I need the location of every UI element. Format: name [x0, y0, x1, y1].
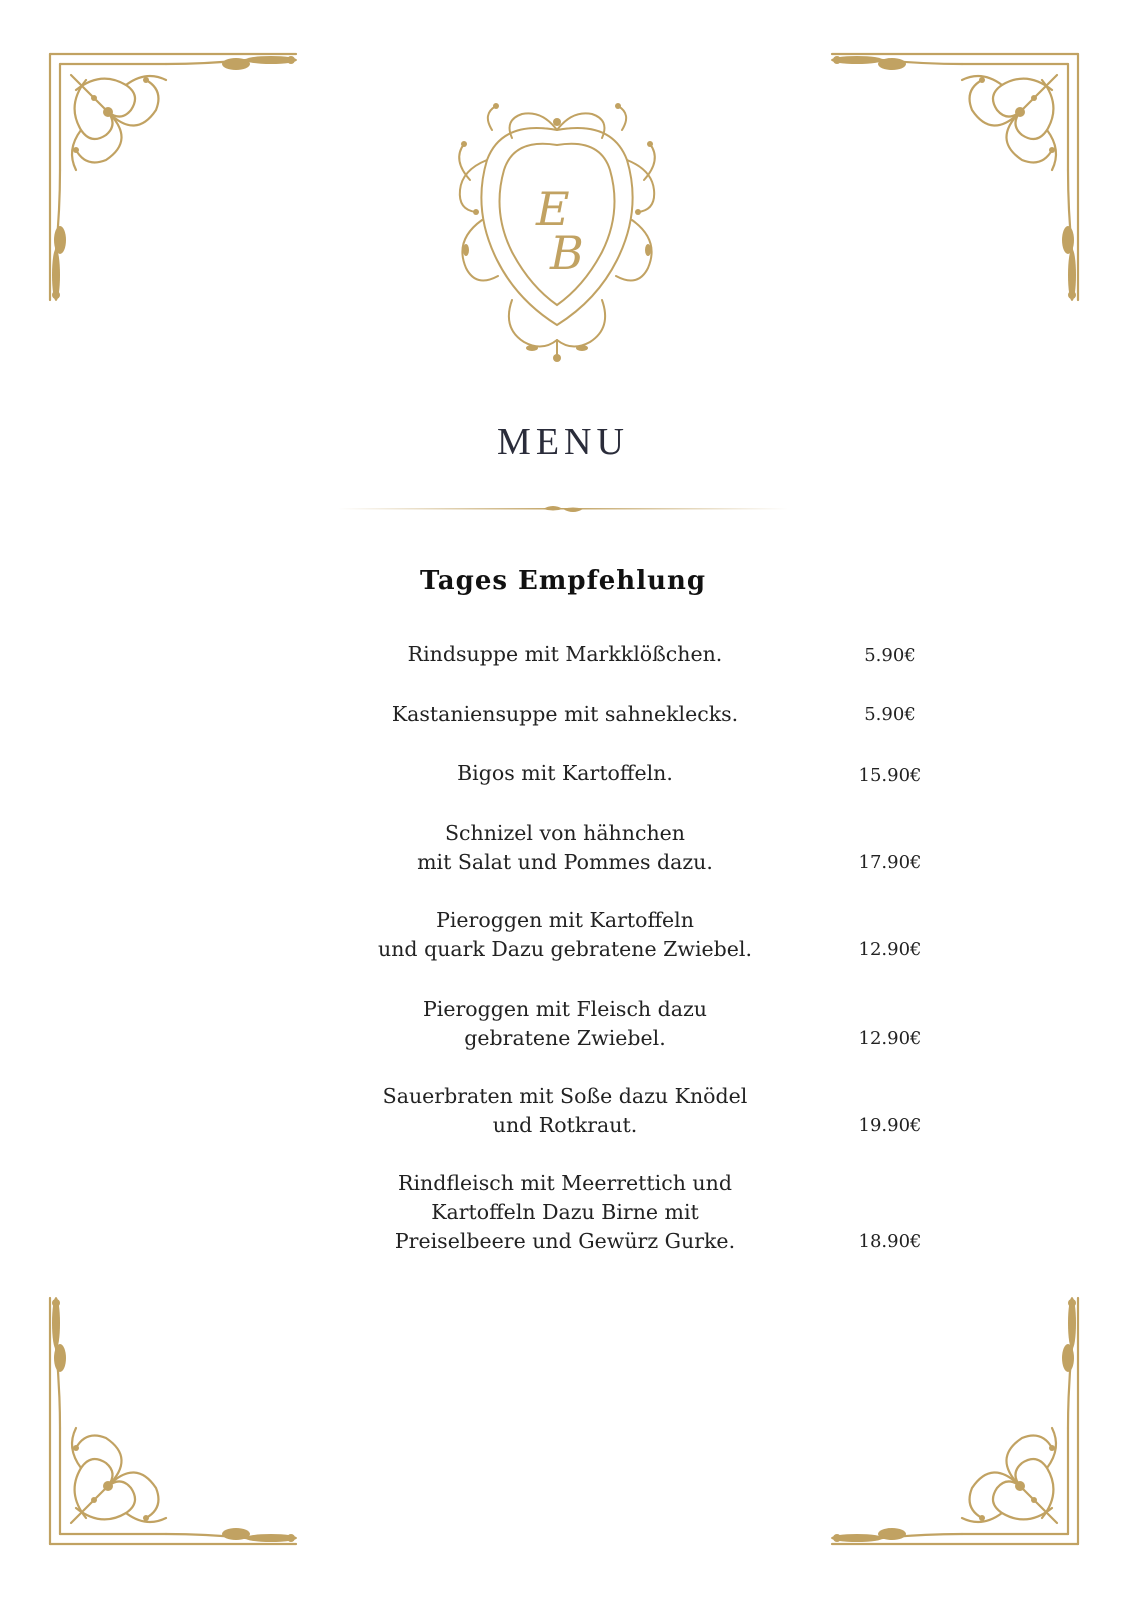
title-divider [338, 502, 788, 516]
menu-item-name [330, 1082, 800, 1140]
menu-item-name [330, 995, 800, 1053]
menu-item-line: gebratene Zwiebel. [464, 1026, 666, 1050]
menu-item-price: 12.90€ [858, 939, 922, 960]
menu-item-line: Kastaniensuppe mit sahneklecks. [391, 702, 739, 726]
ornament-corner-bottom-right [812, 1278, 1082, 1548]
menu-item-name [330, 759, 800, 788]
section-heading: Tages Empfehlung [419, 566, 707, 596]
ornament-corner-bottom-left [46, 1278, 316, 1548]
menu-item-price: 5.90€ [864, 645, 916, 666]
menu-item-price: 18.90€ [858, 1231, 922, 1252]
page-title: MENU [497, 421, 629, 463]
menu-item-price: 17.90€ [858, 852, 922, 873]
menu-item-name [330, 1169, 800, 1256]
ornament-corner-top-right [812, 50, 1082, 320]
menu-item-line: und quark Dazu gebratene Zwiebel. [378, 937, 752, 961]
menu-item-line: Schnizel von hähnchen [445, 821, 685, 845]
menu-item-line: Pieroggen mit Fleisch dazu [422, 997, 707, 1021]
menu-item-line: Preiselbeere und Gewürz Gurke. [394, 1229, 736, 1253]
menu-item-price: 19.90€ [858, 1115, 922, 1136]
menu-item-price: 12.90€ [858, 1028, 922, 1049]
menu-item-line: Sauerbraten mit Soße dazu Knödel [382, 1084, 748, 1108]
menu-item-line: Bigos mit Kartoffeln. [457, 761, 673, 785]
menu-item-price: 5.90€ [864, 704, 916, 725]
menu-item-name [330, 906, 800, 964]
menu-item-name [330, 640, 800, 669]
menu-item-line: Kartoffeln Dazu Birne mit [431, 1200, 699, 1224]
menu-item-line: und Rotkraut. [492, 1113, 638, 1137]
menu-item-line: Rindsuppe mit Markklößchen. [407, 642, 723, 666]
menu-item-line: Pieroggen mit Kartoffeln [436, 908, 694, 932]
monogram-letter-e: E [536, 182, 570, 236]
menu-item-name [330, 819, 800, 877]
menu-item-price: 15.90€ [858, 765, 922, 786]
menu-item-line: mit Salat und Pommes dazu. [417, 850, 713, 874]
menu-item-name [330, 700, 800, 729]
ornament-corner-top-left [46, 50, 316, 320]
menu-item-line: Rindfleisch mit Meerrettich und [398, 1171, 732, 1195]
monogram-letter-b: B [550, 226, 584, 280]
